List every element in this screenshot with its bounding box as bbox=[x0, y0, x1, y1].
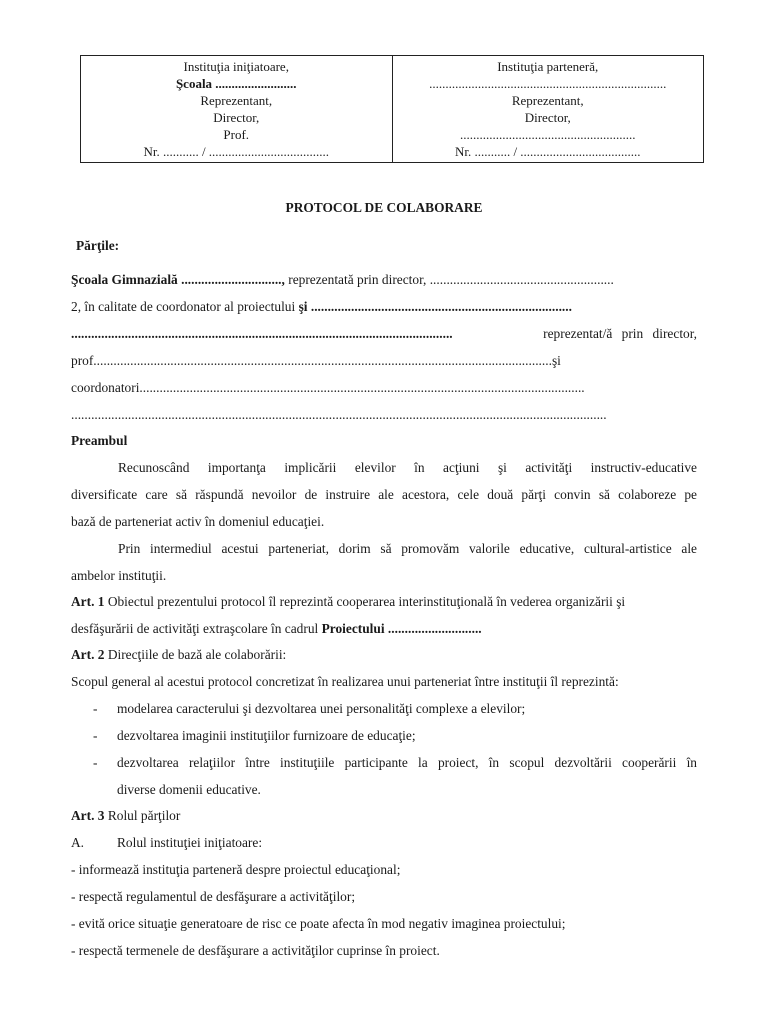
school-name: Şcoala Gimnazială .............................., bbox=[71, 272, 285, 287]
partner-name-fill: .................................................................................................................. bbox=[71, 326, 453, 341]
list-item: dezvoltarea relaţiilor între instituţiile participante la proiect, în scopul dezvoltării cooperării în bbox=[117, 755, 697, 770]
article-1-line2 bbox=[71, 621, 697, 637]
article-2-intro: Scopul general al acestui protocol concretizat în realizarea unui parteneriat între instituţii îl reprezintă: bbox=[71, 674, 619, 689]
initiator-prof: Prof. bbox=[223, 127, 250, 142]
role-item: - informează instituţia parteneră despre proiectul educaţional; bbox=[71, 862, 401, 877]
header-table bbox=[80, 55, 704, 163]
section-a-letter: A. bbox=[71, 835, 85, 850]
initiator-number: Nr. ........... / ..................................... bbox=[143, 144, 330, 159]
list-item: modelarea caracterului şi dezvoltarea unei personalităţi complexe a elevilor; bbox=[117, 701, 526, 716]
initiator-label: Instituţia iniţiatoare, bbox=[183, 59, 289, 74]
article-2-title: Direcţiile de bază ale colaborării: bbox=[104, 647, 287, 662]
role-item: - evită orice situaţie generatoare de risc ce poate afecta în mod negativ imaginea proiectului; bbox=[71, 916, 566, 931]
parties-line-prof: prof.........................................................................................................................................şi bbox=[71, 353, 561, 368]
preamble-heading: Preambul bbox=[71, 433, 128, 448]
initiator-institution-cell bbox=[81, 56, 393, 162]
partner-blank: şi .............................................................................. bbox=[298, 299, 572, 314]
parties-line-1 bbox=[71, 272, 697, 288]
initiator-director: Director, bbox=[213, 110, 260, 125]
partner-represented-by: reprezentat/ă prin director, bbox=[543, 326, 697, 341]
partner-director: Director, bbox=[524, 110, 571, 125]
preamble-p1-line1: Recunoscând importanţa implicării elevilor în acţiuni şi activităţi instructiv-educative bbox=[118, 460, 697, 475]
section-a-title: Rolul instituţiei iniţiatoare: bbox=[117, 835, 263, 850]
parties-line-2 bbox=[71, 299, 697, 315]
parties-heading: Părţile: bbox=[76, 238, 120, 253]
article-3-heading bbox=[71, 808, 697, 824]
coordinator-role: 2, în calitate de coordonator al proiectului bbox=[71, 299, 299, 314]
partner-director-blank: ...................................................... bbox=[460, 127, 636, 142]
partner-institution-cell bbox=[393, 56, 704, 162]
project-name: Proiectului ............................ bbox=[321, 621, 482, 636]
bullet-dash: - bbox=[93, 728, 98, 743]
preamble-p1-line3: bază de parteneriat activ în domeniul educaţiei. bbox=[71, 514, 325, 529]
role-item: - respectă termenele de desfăşurare a activităţilor cuprinse în proiect. bbox=[71, 943, 440, 958]
partner-representative: Reprezentant, bbox=[511, 93, 584, 108]
preamble-p2-line1: Prin intermediul acestui parteneriat, dorim să promovăm valorile educative, cultural-artistice ale bbox=[118, 541, 697, 556]
role-item: - respectă regulamentul de desfăşurare a activităţilor; bbox=[71, 889, 356, 904]
parties-line-3 bbox=[71, 326, 697, 342]
school-director: reprezentată prin director, ....................................................... bbox=[284, 272, 614, 287]
preamble-p2-line2: ambelor instituţii. bbox=[71, 568, 167, 583]
document-title: PROTOCOL DE COLABORARE bbox=[285, 200, 483, 215]
initiator-representative: Reprezentant, bbox=[200, 93, 273, 108]
article-1-text: Obiectul prezentului protocol îl reprezintă cooperarea interinstituţională în vederea organizării şi bbox=[104, 594, 626, 609]
article-2-label: Art. 2 bbox=[71, 647, 105, 662]
article-3-label: Art. 3 bbox=[71, 808, 105, 823]
bullet-dash: - bbox=[93, 701, 98, 716]
article-1-text-cont: desfăşurării de activităţi extraşcolare în cadrul bbox=[71, 621, 322, 636]
article-1-label: Art. 1 bbox=[71, 594, 105, 609]
parties-line-coordinators: coordonatori..................................................................................................................................... bbox=[71, 380, 585, 395]
article-1-line1 bbox=[71, 594, 697, 610]
article-2-heading bbox=[71, 647, 697, 663]
list-item: dezvoltarea imaginii instituţiilor furnizoare de educaţie; bbox=[117, 728, 416, 743]
partner-label: Instituţia parteneră, bbox=[497, 59, 599, 74]
preamble-p1-line2: diversificate care să răspundă nevoilor de instruire ale acestora, cele două părţi convin să colaboreze pe bbox=[71, 487, 697, 502]
list-item-continuation: diverse domenii educative. bbox=[117, 782, 261, 797]
bullet-dash: - bbox=[93, 755, 98, 770]
partner-number: Nr. ........... / ..................................... bbox=[454, 144, 641, 159]
partner-name-blank: ......................................................................... bbox=[429, 76, 667, 91]
parties-line-blank: ................................................................................................................................................................ bbox=[71, 407, 607, 422]
initiator-school: Şcoala ......................... bbox=[175, 76, 297, 91]
article-3-title: Rolul părţilor bbox=[104, 808, 181, 823]
section-a-heading bbox=[71, 835, 697, 851]
